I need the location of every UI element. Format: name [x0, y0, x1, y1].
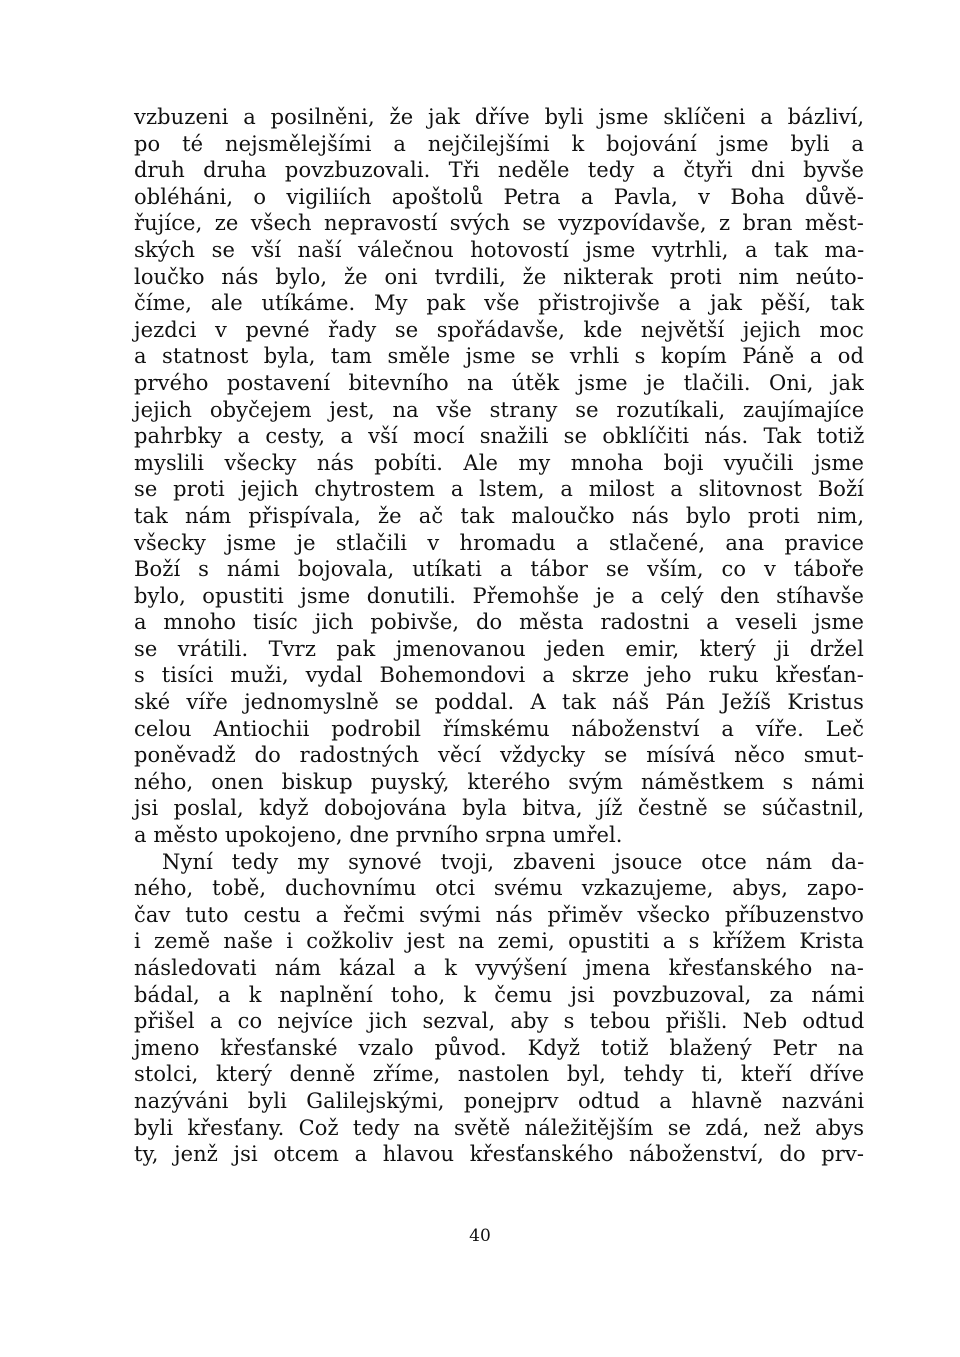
text-line: jmeno křesťanské vzalo původ. Když totiž blažený Petr na: [134, 1035, 864, 1060]
body-text: [134, 104, 864, 1168]
text-line: obléháni, o vigiliích apoštolů Petra a Pavla, v Boha důvě-: [134, 184, 864, 209]
text-line: řujíce, ze všech nepravostí svých se vyzpovídavše, z bran měst-: [134, 211, 864, 236]
text-line: jezdci v pevné řady se spořádavše, kde největší jejich moc: [134, 317, 864, 342]
text-line: stolci, který denně zříme, nastolen byl, tehdy ti, kteří dříve: [134, 1062, 865, 1087]
text-line: s tisíci muži, vydal Bohemondovi a skrze jeho ruku křesťan-: [134, 663, 864, 688]
paragraph-end-line: a město upokojeno, dne prvního srpna umřel.: [134, 823, 623, 848]
text-line: ného, tobě, duchovnímu otci svému vzkazujeme, abys, zapo-: [134, 876, 865, 901]
text-line: nazýváni byli Galilejskými, ponejprv odtud a hlavně nazváni: [134, 1088, 865, 1113]
text-line: jejich obyčejem jest, na vše strany se rozutíkali, zaujímajíce: [134, 397, 865, 422]
text-line: se vrátili. Tvrz pak jmenovanou jeden emir, který ji držel: [134, 636, 864, 661]
text-line: a mnoho tisíc jich pobivše, do města radostni a veseli jsme: [134, 610, 864, 635]
text-line: byli křesťany. Což tedy na světě náležitějším se zdá, než abys: [134, 1115, 865, 1140]
text-line: se proti jejich chytrostem a lstem, a milost a slitovnost Boží: [134, 477, 864, 502]
text-line: ty, jenž jsi otcem a hlavou křesťanského náboženství, do prv-: [134, 1142, 865, 1167]
text-line: jsi poslal, když dobojována byla bitva, jíž čestně se súčastnil,: [134, 796, 865, 821]
text-line: ské víře jednomyslně se poddal. A tak náš Pán Ježíš Kristus: [134, 690, 864, 715]
text-line: bylo, opustiti jsme donutili. Přemohše je a celý den stíhavše: [134, 583, 864, 608]
text-line: myslili všecky nás pobíti. Ale my mnoha boji vyučili jsme: [134, 450, 864, 475]
text-line: ských se vší naší válečnou hotovostí jsme vytrhli, a tak ma-: [134, 237, 865, 262]
text-line: bádal, a k naplnění toho, k čemu jsi povzbuzoval, za námi: [134, 982, 865, 1007]
text-line: pahrbky a cesty, a vší mocí snažili se obklíčiti nás. Tak totiž: [134, 424, 865, 449]
text-line: následovati nám kázal a k vyvýšení jmena křesťanského na-: [134, 956, 864, 980]
text-line: po té nejsmělejšími a nejčilejšími k bojování jsme byli a: [134, 131, 864, 156]
text-line: celou Antiochii podrobil římskému náboženství a víře. Leč: [134, 716, 865, 741]
text-line: tak nám přispívala, že ač tak maloučko nás bylo proti nim,: [134, 503, 865, 528]
text-line: vzbuzeni a posilněni, že jak dříve byli jsme sklíčeni a bázliví,: [134, 105, 865, 129]
text-line: číme, ale utíkáme. My pak vše přistrojivše a jak pěší, tak: [134, 291, 865, 316]
text-line: ného, onen biskup puyský, kterého svým náměstkem s námi: [134, 769, 865, 794]
text-line: Boží s námi bojovala, utíkati a tábor se vším, co v táboře: [134, 557, 864, 582]
text-line: přišel a co nejvíce jich sezval, aby s tebou přišli. Neb odtud: [134, 1009, 865, 1034]
paragraph-start-line: Nyní tedy my synové tvoji, zbaveni jsouce otce nám da-: [162, 849, 865, 874]
text-line: i země naše i cožkoliv jest na zemi, opustiti a s křížem Krista: [134, 929, 865, 954]
text-line: všecky jsme je stlačili v hromadu a stlačené, ana pravice: [134, 530, 864, 555]
text-line: prvého postavení bitevního na útěk jsme je tlačili. Oni, jak: [134, 370, 864, 395]
text-line: druh druha povzbuzovali. Tři neděle tedy a čtyři dni byvše: [134, 158, 864, 183]
text-line: čav tuto cestu a řečmi svými nás přiměv všecko příbuzenstvo: [134, 902, 864, 927]
text-line: poněvadž do radostných věcí vždycky se mísívá něco smut-: [134, 743, 864, 768]
page-number: 40: [469, 1226, 491, 1246]
text-line: loučko nás bylo, že oni tvrdili, že nikterak proti nim neúto-: [134, 264, 864, 289]
text-line: a statnost byla, tam směle jsme se vrhli s kopím Páně a od: [134, 344, 864, 369]
